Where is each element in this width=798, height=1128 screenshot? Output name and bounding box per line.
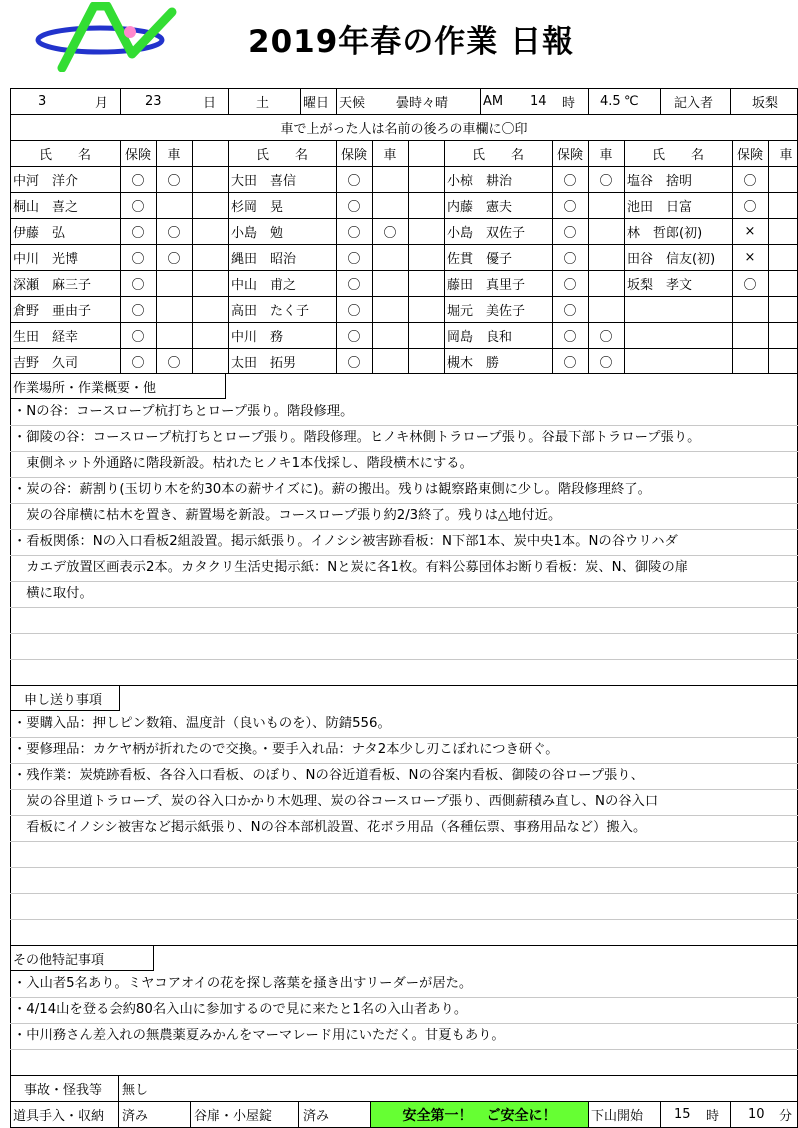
work-heading: 作業場所・作業概要・他 — [13, 380, 157, 396]
roster-header-name: 氏 名 — [38, 147, 91, 163]
month-value: 3 — [38, 93, 47, 109]
handover-line: 看板にイノシシ被害など掲示紙張り、Nの谷本部机設置、花ボラ用品（各種伝票、事務用品など）搬入。 — [13, 820, 647, 835]
hour-value: 14 — [530, 93, 547, 109]
day-value: 23 — [145, 93, 162, 109]
member-name: 太田 拓男 — [231, 355, 297, 371]
member-name: 池田 日富 — [627, 199, 693, 215]
descent-minute: 10 — [748, 1106, 765, 1122]
member-name: 中山 甫之 — [231, 277, 297, 293]
member-name: 塩谷 捨明 — [627, 173, 693, 189]
accident-label: 事故・怪我等 — [24, 1082, 103, 1098]
handover-line: 炭の谷里道トラロープ、炭の谷入口かかり木処理、炭の谷コースロープ張り、西側薪積み直し、Nの谷入口 — [13, 794, 659, 809]
insurance-mark: 〇 — [131, 355, 145, 371]
door-value: 済み — [303, 1108, 330, 1124]
work-line: 横に取付。 — [13, 586, 93, 601]
temperature-value: 4.5 — [600, 93, 621, 109]
member-name: 藤田 真里子 — [447, 277, 526, 293]
roster-header-car: 車 — [779, 147, 793, 163]
insurance-mark: 〇 — [743, 199, 757, 215]
member-name: 深瀬 麻三子 — [13, 277, 92, 293]
descent-minute-unit: 分 — [779, 1108, 793, 1124]
car-mark — [768, 270, 798, 296]
insurance-mark: 〇 — [131, 199, 145, 215]
special-heading: その他特記事項 — [13, 952, 105, 968]
roster-header-insurance: 保険 — [340, 147, 367, 163]
member-name: 佐貫 優子 — [447, 251, 513, 267]
insurance-mark: 〇 — [131, 303, 145, 319]
member-name: 小椋 耕治 — [447, 173, 513, 189]
car-mark — [768, 166, 798, 192]
car-mark: 〇 — [167, 251, 181, 267]
work-line: ・炭の谷：薪割り(玉切り木を約30本の薪サイズに)。薪の搬出。残りは観察路東側に少し。階段修理終了。 — [13, 482, 651, 497]
car-mark: 〇 — [383, 225, 397, 241]
roster-header-car: 車 — [167, 147, 181, 163]
ampm-value: AM — [483, 93, 504, 109]
insurance-mark: 〇 — [347, 199, 361, 215]
hour-unit: 時 — [562, 95, 576, 111]
car-mark: 〇 — [599, 355, 613, 371]
insurance-mark: × — [744, 223, 756, 239]
member-name: 大田 喜信 — [231, 173, 297, 189]
insurance-mark: 〇 — [347, 251, 361, 267]
special-line: ・中川務さん差入れの無農薬夏みかんをマーマレード用にいただく。甘夏もあり。 — [13, 1028, 505, 1043]
member-name: 桐山 喜之 — [13, 199, 79, 215]
car-mark: 〇 — [167, 355, 181, 371]
car-mark — [372, 192, 408, 218]
descent-hour: 15 — [674, 1106, 691, 1122]
member-name: 生田 経幸 — [13, 329, 79, 345]
insurance-mark: 〇 — [563, 199, 577, 215]
tools-value: 済み — [122, 1108, 149, 1124]
temperature-unit: ℃ — [624, 93, 639, 109]
insurance-mark: 〇 — [347, 355, 361, 371]
insurance-mark: 〇 — [347, 225, 361, 241]
insurance-mark — [732, 348, 768, 374]
weather-label: 天候 — [339, 95, 366, 111]
car-mark — [768, 296, 798, 322]
insurance-mark: 〇 — [563, 329, 577, 345]
member-name: 小島 勉 — [231, 225, 284, 241]
car-mark — [768, 244, 798, 270]
member-name: 中川 務 — [231, 329, 284, 345]
work-line: ・Nの谷：コースロープ杭打ちとロープ張り。階段修理。 — [13, 404, 354, 419]
insurance-mark: 〇 — [131, 225, 145, 241]
insurance-mark — [732, 296, 768, 322]
insurance-mark: 〇 — [563, 277, 577, 293]
member-name: 中川 光博 — [13, 251, 79, 267]
recorder-value: 坂梨 — [752, 95, 779, 111]
roster-header-insurance: 保険 — [556, 147, 583, 163]
logo — [32, 2, 182, 72]
car-mark: 〇 — [599, 173, 613, 189]
member-name: 縄田 昭治 — [231, 251, 297, 267]
month-unit: 月 — [95, 95, 109, 111]
member-name: 杉岡 晃 — [231, 199, 284, 215]
handover-line: ・要修理品：カケヤ柄が折れたので交換。・要手入れ品：ナタ2本少し刃こぼれにつき研ぐ。 — [13, 742, 559, 757]
insurance-mark: 〇 — [563, 173, 577, 189]
member-name: 田谷 信友(初) — [627, 251, 716, 267]
insurance-mark: 〇 — [347, 277, 361, 293]
accident-value: 無し — [122, 1082, 149, 1098]
car-mark — [768, 218, 798, 244]
weekday-value: 土 — [256, 95, 270, 111]
work-line: ・看板関係：Nの入口看板2組設置。掲示紙張り。イノシシ被害跡看板：N下部1本、炭中央1本。Nの谷ウリハダ — [13, 534, 678, 549]
car-mark — [588, 296, 624, 322]
car-note: 車で上がった人は名前の後ろの車欄に〇印 — [280, 121, 528, 137]
car-mark — [156, 296, 192, 322]
special-line: ・4/14山を登る会約80名入山に参加するので見に来たと1名の入山者あり。 — [13, 1002, 468, 1017]
car-mark — [588, 270, 624, 296]
car-mark — [156, 322, 192, 348]
member-name: 林 哲郎(初) — [627, 225, 703, 241]
roster-header-insurance: 保険 — [736, 147, 763, 163]
roster-header-name: 氏 名 — [255, 147, 308, 163]
work-line: ・御陵の谷：コースロープ杭打ちとロープ張り。階段修理。ヒノキ林側トラロープ張り。谷最下部トラロープ張り。 — [13, 430, 701, 445]
car-mark — [768, 192, 798, 218]
roster-header-insurance: 保険 — [124, 147, 151, 163]
car-mark — [768, 322, 798, 348]
work-line: 東側ネット外通路に階段新設。枯れたヒノキ1本伐採し、階段横木にする。 — [13, 456, 473, 471]
car-mark: 〇 — [167, 173, 181, 189]
car-mark — [588, 192, 624, 218]
car-mark — [372, 244, 408, 270]
member-name: 吉野 久司 — [13, 355, 79, 371]
car-mark: 〇 — [167, 225, 181, 241]
car-mark — [156, 270, 192, 296]
member-name: 倉野 亜由子 — [13, 303, 92, 319]
door-label: 谷扉・小屋錠 — [194, 1108, 273, 1124]
descent-hour-unit: 時 — [706, 1108, 720, 1124]
work-line: 炭の谷扉横に枯木を置き、薪置場を新設。コースロープ張り約2/3終了。残りは△地付近。 — [13, 508, 562, 523]
car-mark — [588, 218, 624, 244]
member-name: 中河 洋介 — [13, 173, 79, 189]
car-mark — [156, 192, 192, 218]
handover-line: ・残作業：炭焼跡看板、各谷入口看板、のぼり、Nの谷近道看板、Nの谷案内看板、御陵の谷ロープ張り、 — [13, 768, 644, 783]
insurance-mark: 〇 — [743, 277, 757, 293]
roster-header-car: 車 — [599, 147, 613, 163]
member-name: 伊藤 弘 — [13, 225, 66, 241]
car-mark — [372, 166, 408, 192]
car-mark — [768, 348, 798, 374]
member-name: 内藤 憲夫 — [447, 199, 513, 215]
insurance-mark: 〇 — [131, 329, 145, 345]
safety-banner: 安全第一！ ご安全に！ — [371, 1102, 588, 1127]
member-name: 坂梨 孝文 — [627, 277, 693, 293]
member-name: 高田 たく子 — [231, 303, 310, 319]
insurance-mark: × — [744, 249, 756, 265]
insurance-mark: 〇 — [563, 251, 577, 267]
tools-label: 道具手入・収納 — [13, 1108, 105, 1124]
insurance-mark: 〇 — [563, 303, 577, 319]
insurance-mark — [732, 322, 768, 348]
member-name: 小島 双佐子 — [447, 225, 526, 241]
insurance-mark: 〇 — [347, 173, 361, 189]
insurance-mark: 〇 — [563, 225, 577, 241]
descent-label: 下山開始 — [591, 1108, 644, 1124]
car-mark: 〇 — [599, 329, 613, 345]
weekday-label: 曜日 — [303, 95, 330, 111]
insurance-mark: 〇 — [347, 329, 361, 345]
roster-header-car: 車 — [383, 147, 397, 163]
roster-header-name: 氏 名 — [651, 147, 704, 163]
insurance-mark: 〇 — [563, 355, 577, 371]
member-name: 槻木 勝 — [447, 355, 500, 371]
insurance-mark: 〇 — [131, 277, 145, 293]
member-name: 岡島 良和 — [447, 329, 513, 345]
work-line: カエデ放置区画表示2本。カタクリ生活史掲示紙：Nと炭に各1枚。有料公募団体お断り看板：炭、N、御陵の扉 — [13, 560, 689, 575]
weather-value: 曇時々晴 — [396, 95, 449, 111]
car-mark — [588, 244, 624, 270]
recorder-label: 記入者 — [674, 95, 714, 111]
car-mark — [372, 322, 408, 348]
insurance-mark: 〇 — [347, 303, 361, 319]
insurance-mark: 〇 — [743, 173, 757, 189]
page-title: 2019年春の作業 日報 — [248, 24, 575, 60]
insurance-mark: 〇 — [131, 173, 145, 189]
member-name: 堀元 美佐子 — [447, 303, 526, 319]
roster-header-name: 氏 名 — [471, 147, 524, 163]
handover-line: ・要購入品：押しピン数箱、温度計（良いものを）、防錆556。 — [13, 716, 391, 731]
insurance-mark: 〇 — [131, 251, 145, 267]
car-mark — [372, 270, 408, 296]
car-mark — [372, 348, 408, 374]
day-unit: 日 — [203, 95, 217, 111]
special-line: ・入山者5名あり。ミヤコアオイの花を探し落葉を掻き出すリーダーが居た。 — [13, 976, 473, 991]
car-mark — [372, 296, 408, 322]
handover-heading: 申し送り事項 — [24, 692, 103, 708]
